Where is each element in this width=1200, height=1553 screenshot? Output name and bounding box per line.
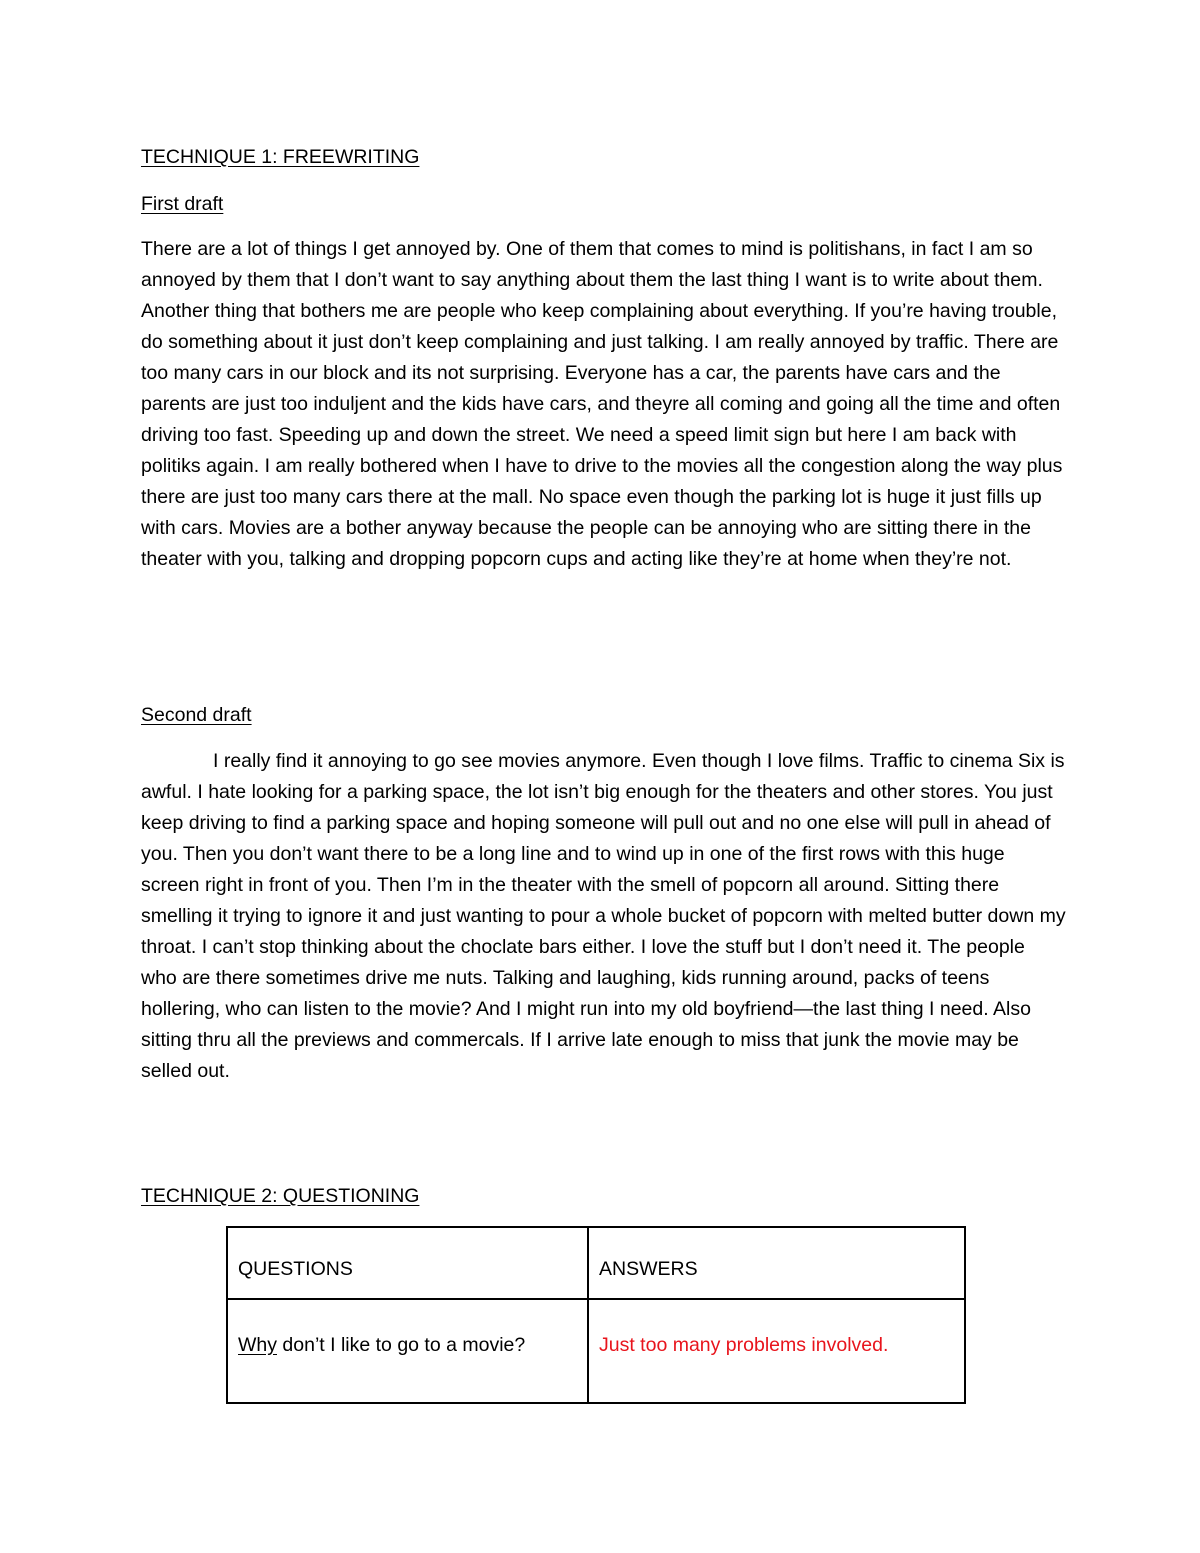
technique-1-heading: TECHNIQUE 1: FREEWRITING	[141, 146, 420, 168]
questions-column-header: QUESTIONS	[227, 1227, 588, 1299]
first-draft-heading: First draft	[141, 193, 224, 215]
question-cell	[227, 1299, 588, 1403]
questioning-table	[226, 1226, 966, 1404]
question-word: Why	[238, 1334, 277, 1356]
answers-column-header: ANSWERS	[588, 1227, 965, 1299]
second-draft-heading: Second draft	[141, 704, 252, 726]
question-text: don’t I like to go to a movie?	[277, 1334, 526, 1356]
technique-2-heading: TECHNIQUE 2: QUESTIONING	[141, 1185, 420, 1207]
table-row	[227, 1299, 965, 1403]
answer-cell: Just too many problems involved.	[588, 1299, 965, 1403]
first-draft-paragraph: There are a lot of things I get annoyed by. One of them that comes to mind is politishans, in fact I am so annoyed by them that I don’t want to say anything about them the last thing I want is to write about them. Another thing that bothers me are people who keep complaining about everything. If you’re having trouble, do something about it just don’t keep complaining and just talking. I am really annoyed by traffic. There are too many cars in our block and its not surprising. Everyone has a car, the parents have cars and the parents are just too induljent and the kids have cars, and theyre all coming and going all the time and often driving too fast. Speeding up and down the street. We need a speed limit sign but here I am back with politiks again. I am really bothered when I have to drive to the movies all the congestion along the way plus there are just too many cars there at the mall. No space even though the parking lot is huge it just fills up with cars. Movies are a bother anyway because the people can be annoying who are sitting there in the theater with you, talking and dropping popcorn cups and acting like they’re at home when they’re not.	[141, 238, 1063, 570]
second-draft-paragraph: I really find it annoying to go see movies anymore. Even though I love films. Traffic to cinema Six is awful. I hate looking for a parking space, the lot isn’t big enough for the theaters and other stores. You just keep driving to find a parking space and hoping someone will pull out and no one else will pull in ahead of you. Then you don’t want there to be a long line and to wind up in one of the first rows with this huge screen right in front of you. Then I’m in the theater with the smell of popcorn all around. Sitting there smelling it trying to ignore it and just wanting to pour a whole bucket of popcorn with melted butter down my throat. I can’t stop thinking about the choclate bars either. I love the stuff but I don’t need it. The people who are there sometimes drive me nuts. Talking and laughing, kids running around, packs of teens hollering, who can listen to the movie? And I might run into my old boyfriend—the last thing I need. Also sitting thru all the previews and commercals. If I arrive late enough to miss that junk the movie may be selled out.	[141, 750, 1066, 1082]
table-header-row	[227, 1227, 965, 1299]
